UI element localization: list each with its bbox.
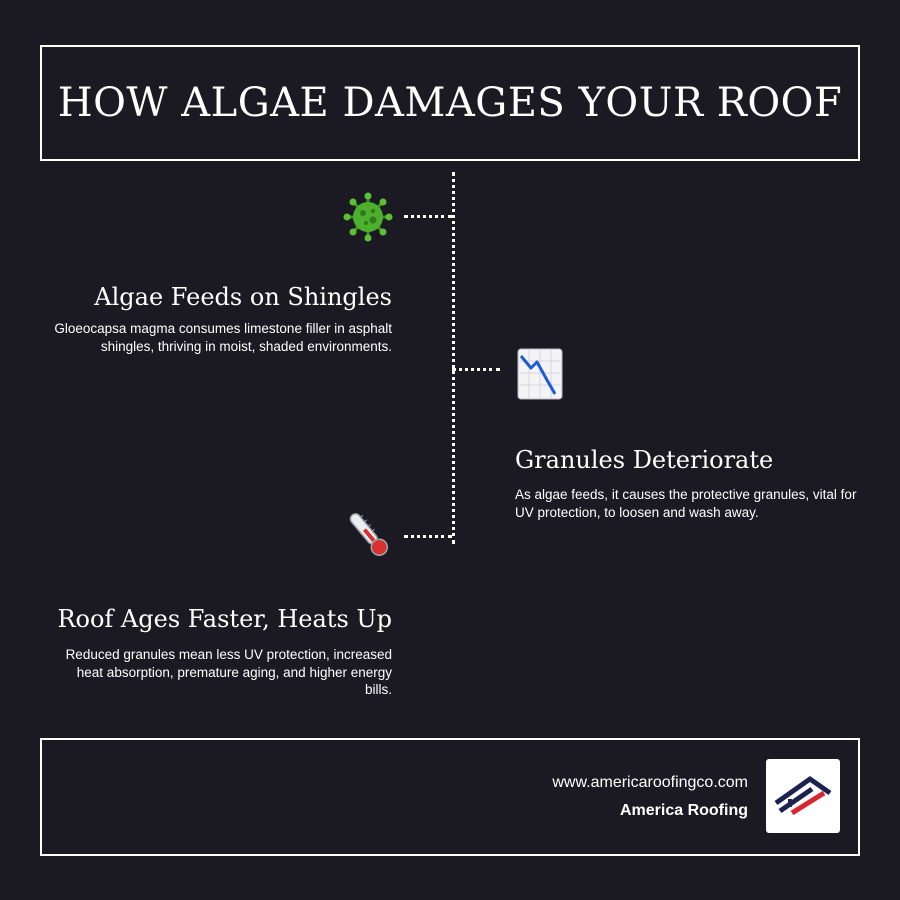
chart-decreasing-icon — [517, 348, 563, 400]
virus-icon — [343, 192, 393, 242]
step-2-description: As algae feeds, it causes the protective granules, vital for UV protection, to loosen and wash away. — [515, 487, 857, 520]
title-box — [40, 45, 860, 161]
timeline-line — [452, 172, 455, 544]
company-name: America Roofing — [619, 802, 748, 819]
step-1-description: Gloeocapsa magma consumes limestone filler in asphalt shingles, thriving in moist, shaded environments. — [54, 321, 392, 354]
roof-logo-icon — [766, 759, 840, 833]
connector-2 — [452, 368, 500, 371]
page-title: HOW ALGAE DAMAGES YOUR ROOF — [57, 80, 843, 126]
connector-3 — [404, 535, 452, 538]
step-1-title: Algae Feeds on Shingles — [94, 283, 392, 311]
website-url[interactable]: www.americaroofingco.com — [552, 774, 748, 791]
connector-1 — [404, 215, 452, 218]
step-3-title: Roof Ages Faster, Heats Up — [57, 605, 392, 633]
step-2-title: Granules Deteriorate — [515, 446, 774, 474]
step-3-description: Reduced granules mean less UV protection, increased heat absorption, premature aging, and higher energy bills. — [65, 647, 392, 697]
footer — [40, 738, 860, 856]
thermometer-icon — [343, 508, 395, 562]
